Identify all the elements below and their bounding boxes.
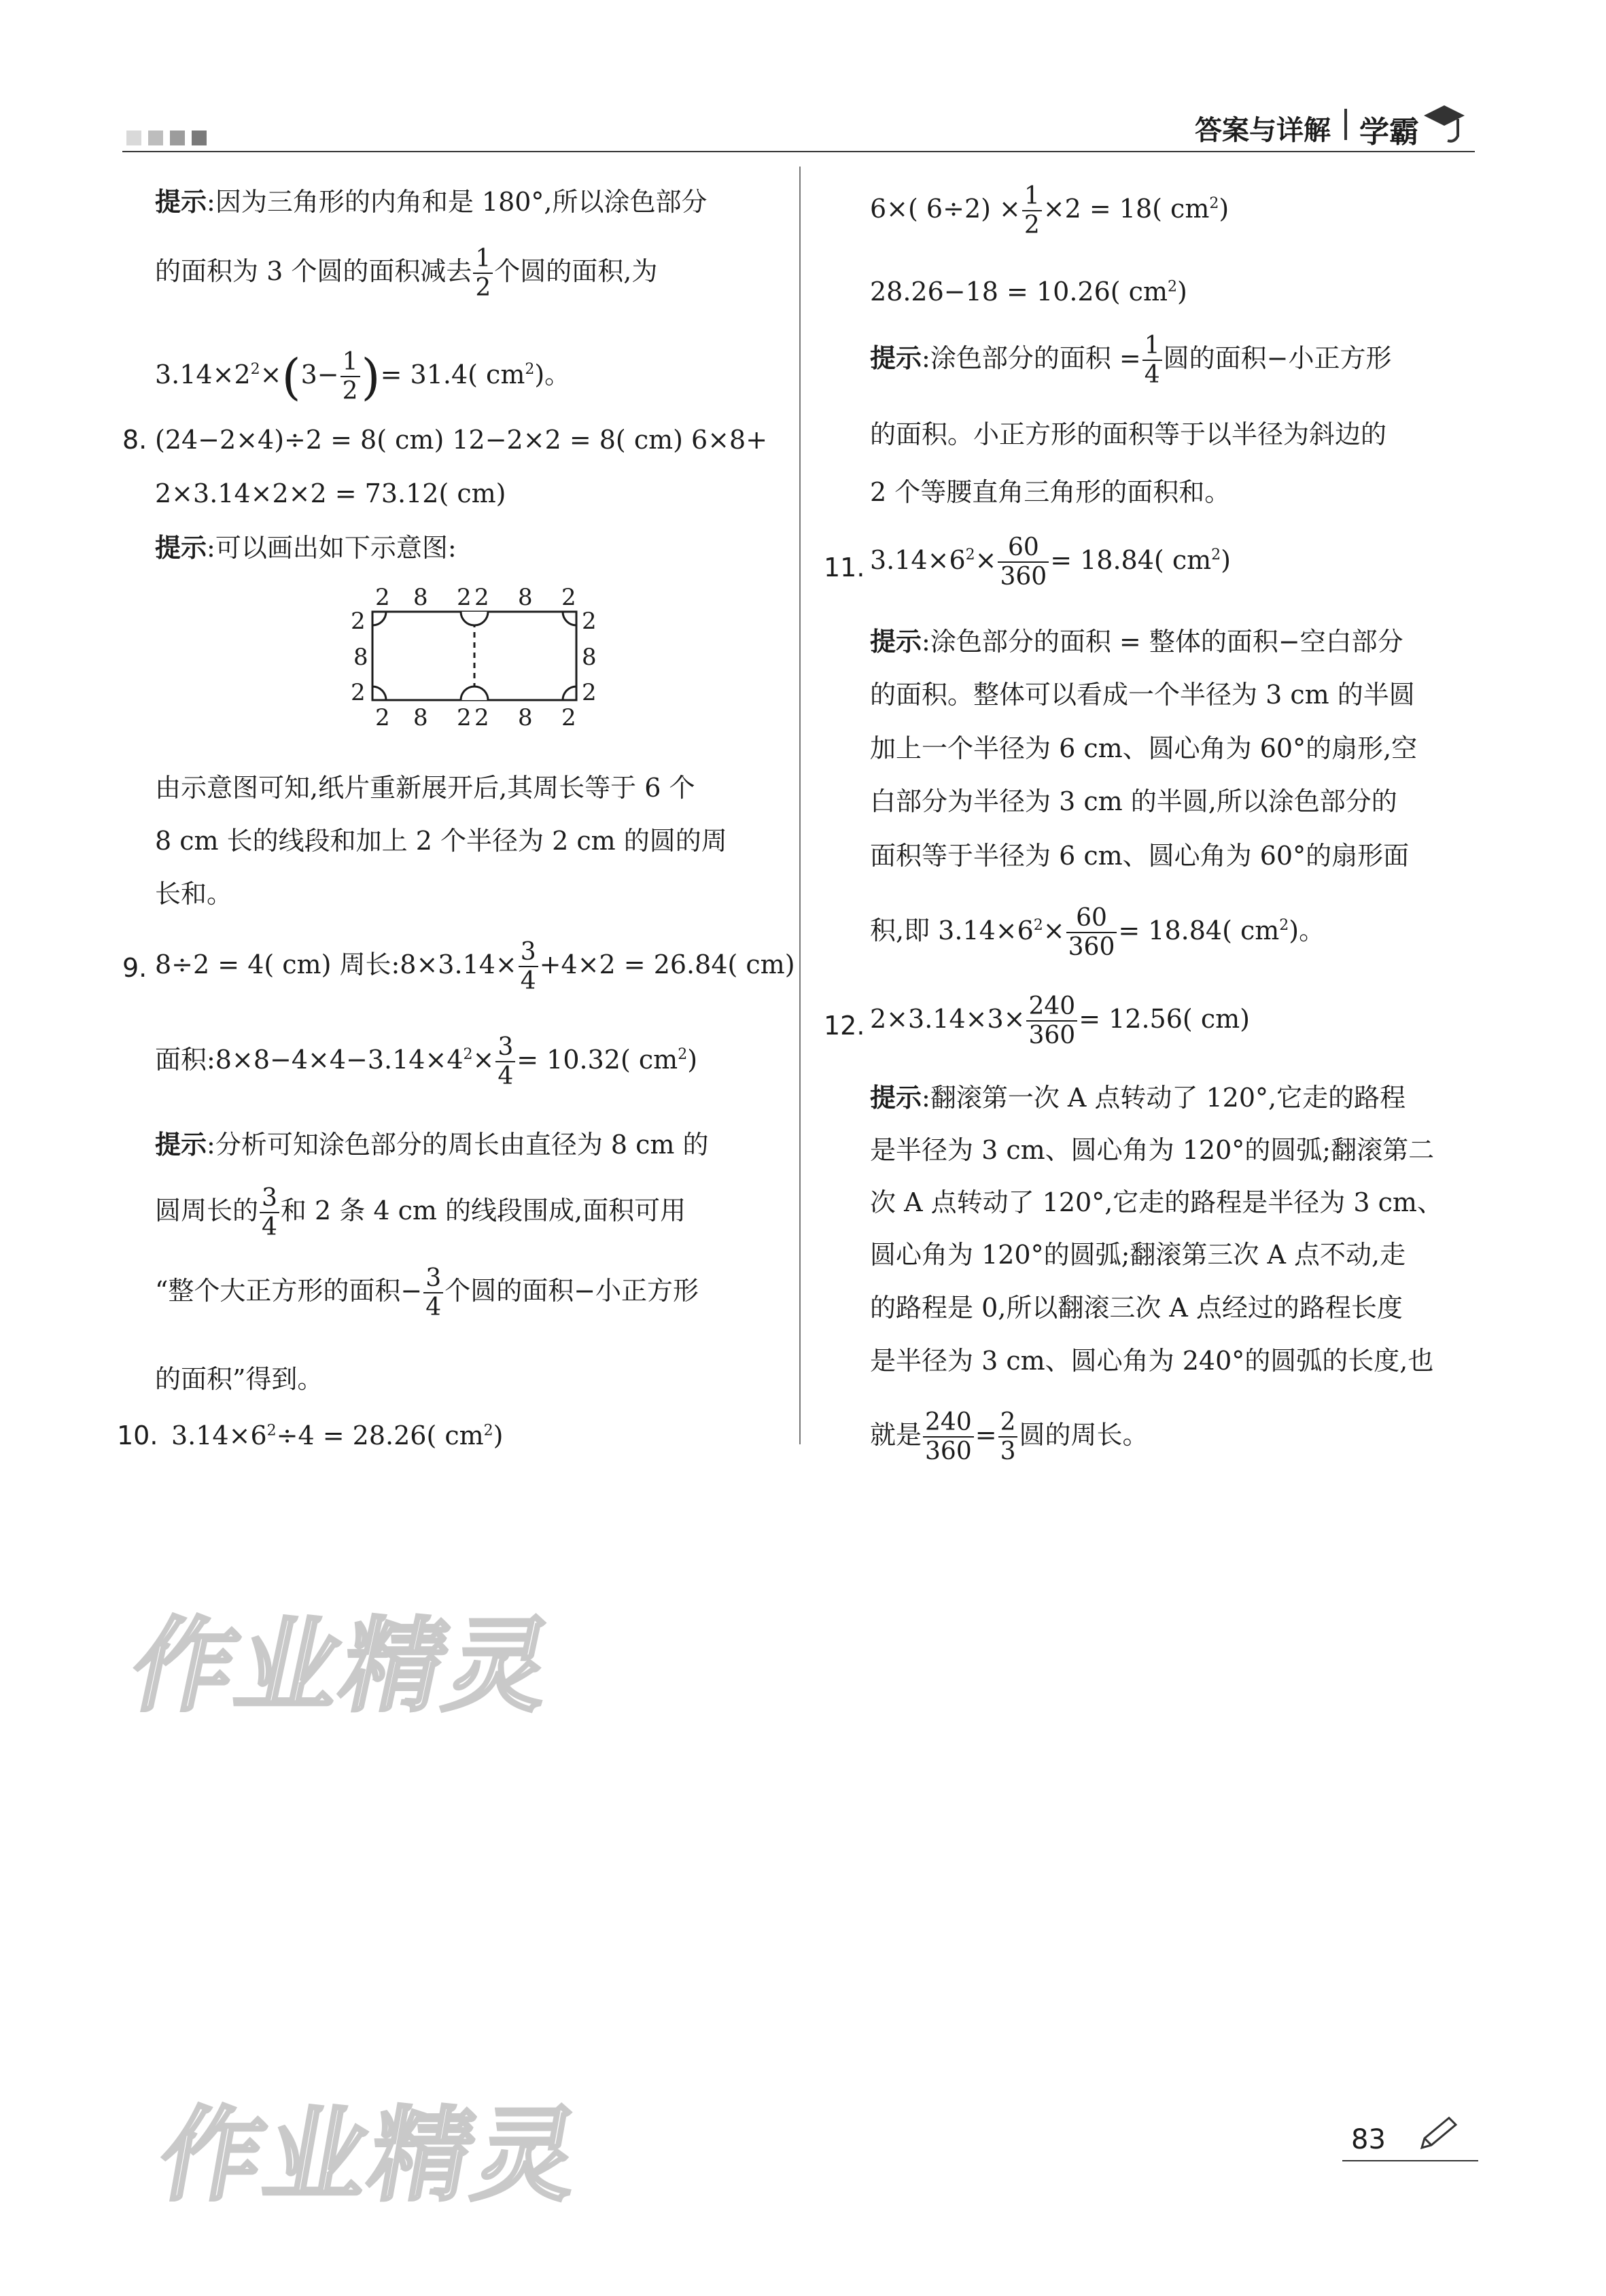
hint-text: :涂色部分的面积 = 整体的面积−空白部分 <box>922 627 1403 657</box>
page-number: 83 <box>1351 2124 1386 2155</box>
fraction: $\frac{240}{360}$ <box>1026 992 1077 1050</box>
brand-logo: 学霸 <box>1359 115 1419 150</box>
diagram-label: 2 <box>561 704 576 731</box>
hint-text: 个圆的面积,为 <box>494 256 658 286</box>
hint-text: 面积等于半径为 6 cm、圆心角为 60°的扇形面 <box>870 841 1410 871</box>
hint-text: :分析可知涂色部分的周长由直径为 8 cm 的 <box>207 1130 709 1160</box>
explanation-text: 8 cm 长的线段和加上 2 个半径为 2 cm 的圆的周 <box>155 826 727 856</box>
header-divider <box>1344 109 1347 140</box>
fraction: $\frac{1}{2}$ <box>1022 182 1042 240</box>
formula: 2×3.14×3× <box>870 1003 1026 1034</box>
hint-label: 提示 <box>155 187 207 217</box>
diagram-label: 2 <box>351 679 366 706</box>
diagram-label: 8 <box>518 704 533 731</box>
hint-label: 提示 <box>155 1130 207 1160</box>
diagram-label: 2 <box>375 584 390 611</box>
diagram-label: 2 <box>457 584 472 611</box>
fraction: $\frac{1}{2}$ <box>341 348 360 406</box>
header-title: 答案与详解 <box>1195 115 1331 146</box>
formula: 3.14×2 <box>155 359 251 389</box>
hint-text: :可以画出如下示意图: <box>207 533 457 563</box>
diagram-label: 2 <box>582 608 597 635</box>
hint-text: :翻滚第一次 A 点转动了 120°,它走的路程 <box>922 1083 1406 1113</box>
fraction: $\frac{240}{360}$ <box>923 1408 974 1466</box>
hint-text: 加上一个半径为 6 cm、圆心角为 60°的扇形,空 <box>870 733 1418 763</box>
question-number: 8. <box>122 425 147 455</box>
fraction: $\frac{1}{2}$ <box>473 245 493 302</box>
fraction: $\frac{1}{4}$ <box>1142 332 1162 389</box>
fraction: $\frac{3}{4}$ <box>260 1184 279 1242</box>
question-number: 12. <box>824 1011 865 1041</box>
diagram-label: 8 <box>413 704 428 731</box>
hint-label: 提示 <box>870 1083 922 1113</box>
header-square <box>192 131 207 145</box>
diagram-label: 2 <box>561 584 576 611</box>
graduation-cap-icon <box>1420 99 1468 146</box>
diagram-label: 8 <box>518 584 533 611</box>
diagram-label: 2 <box>375 704 390 731</box>
diagram-label: 8 <box>413 584 428 611</box>
hint-text: 白部分为半径为 3 cm 的半圆,所以涂色部分的 <box>870 786 1397 816</box>
hint-text: 是半径为 3 cm、圆心角为 120°的圆弧;翻滚第二 <box>870 1135 1435 1165</box>
formula: 3.14×6 <box>870 544 966 575</box>
formula: 面积:8×8−4×4−3.14×4 <box>155 1044 464 1075</box>
hint-text: :因为三角形的内角和是 180°,所以涂色部分 <box>207 187 708 217</box>
question-number: 11. <box>824 553 865 582</box>
fold-diagram <box>340 574 612 731</box>
fraction: $\frac{60}{360}$ <box>998 534 1049 591</box>
explanation-text: 长和。 <box>155 879 233 909</box>
diagram-label: 8 <box>582 644 597 671</box>
column-divider <box>799 167 801 1444</box>
pencil-icon <box>1415 2114 1463 2155</box>
hint-text: 的面积。小正方形的面积等于以半径为斜边的 <box>870 419 1387 449</box>
hint-label: 提示 <box>155 533 207 563</box>
footer-rule <box>1342 2160 1478 2161</box>
fraction: $\frac{3}{4}$ <box>495 1033 515 1091</box>
formula: 2×3.14×2×2 = 73.12( cm) <box>155 479 506 508</box>
header-rule <box>122 151 1475 152</box>
fraction: $\frac{3}{4}$ <box>519 938 538 996</box>
watermark: 作业精灵 <box>151 2097 591 2215</box>
diagram-label: 2 <box>582 679 597 706</box>
formula: 3.14×6 <box>171 1421 267 1450</box>
diagram-label: 2 <box>457 704 472 731</box>
question-number: 9. <box>122 953 147 983</box>
hint-text: 的路程是 0,所以翻滚三次 A 点经过的路程长度 <box>870 1293 1403 1323</box>
header-square <box>148 131 163 145</box>
formula: 6×( 6÷2) × <box>870 193 1021 224</box>
watermark: 作业精灵 <box>121 1607 565 1726</box>
fraction: $\frac{2}{3}$ <box>998 1408 1018 1466</box>
question-number: 10. <box>117 1421 158 1450</box>
hint-text: 的面积。整体可以看成一个半径为 3 cm 的半圆 <box>870 680 1415 710</box>
hint-text: 是半径为 3 cm、圆心角为 240°的圆弧的长度,也 <box>870 1346 1434 1376</box>
hint-text: 圆心角为 120°的圆弧;翻滚第三次 A 点不动,走 <box>870 1240 1406 1270</box>
hint-label: 提示 <box>870 343 922 373</box>
formula: 28.26−18 = 10.26( cm <box>870 277 1168 307</box>
hint-text: 次 A 点转动了 120°,它走的路程是半径为 3 cm、 <box>870 1187 1443 1217</box>
explanation-text: 由示意图可知,纸片重新展开后,其周长等于 6 个 <box>155 773 695 803</box>
header-square <box>170 131 185 145</box>
header-square <box>126 131 141 145</box>
formula: (24−2×4)÷2 = 8( cm) 12−2×2 = 8( cm) 6×8+ <box>155 425 768 455</box>
diagram-label: 2 <box>474 704 489 731</box>
diagram-label: 2 <box>351 608 366 635</box>
fraction: $\frac{60}{360}$ <box>1066 904 1117 962</box>
fraction: $\frac{3}{4}$ <box>423 1264 443 1322</box>
hint-text: 的面积为 3 个圆的面积减去 <box>155 256 472 286</box>
diagram-label: 8 <box>353 644 368 671</box>
formula: 8÷2 = 4( cm) 周长:8×3.14× <box>155 949 517 979</box>
diagram-label: 2 <box>474 584 489 611</box>
hint-text: 的面积”得到。 <box>155 1364 324 1394</box>
hint-label: 提示 <box>870 627 922 657</box>
hint-text: 2 个等腰直角三角形的面积和。 <box>870 477 1231 507</box>
